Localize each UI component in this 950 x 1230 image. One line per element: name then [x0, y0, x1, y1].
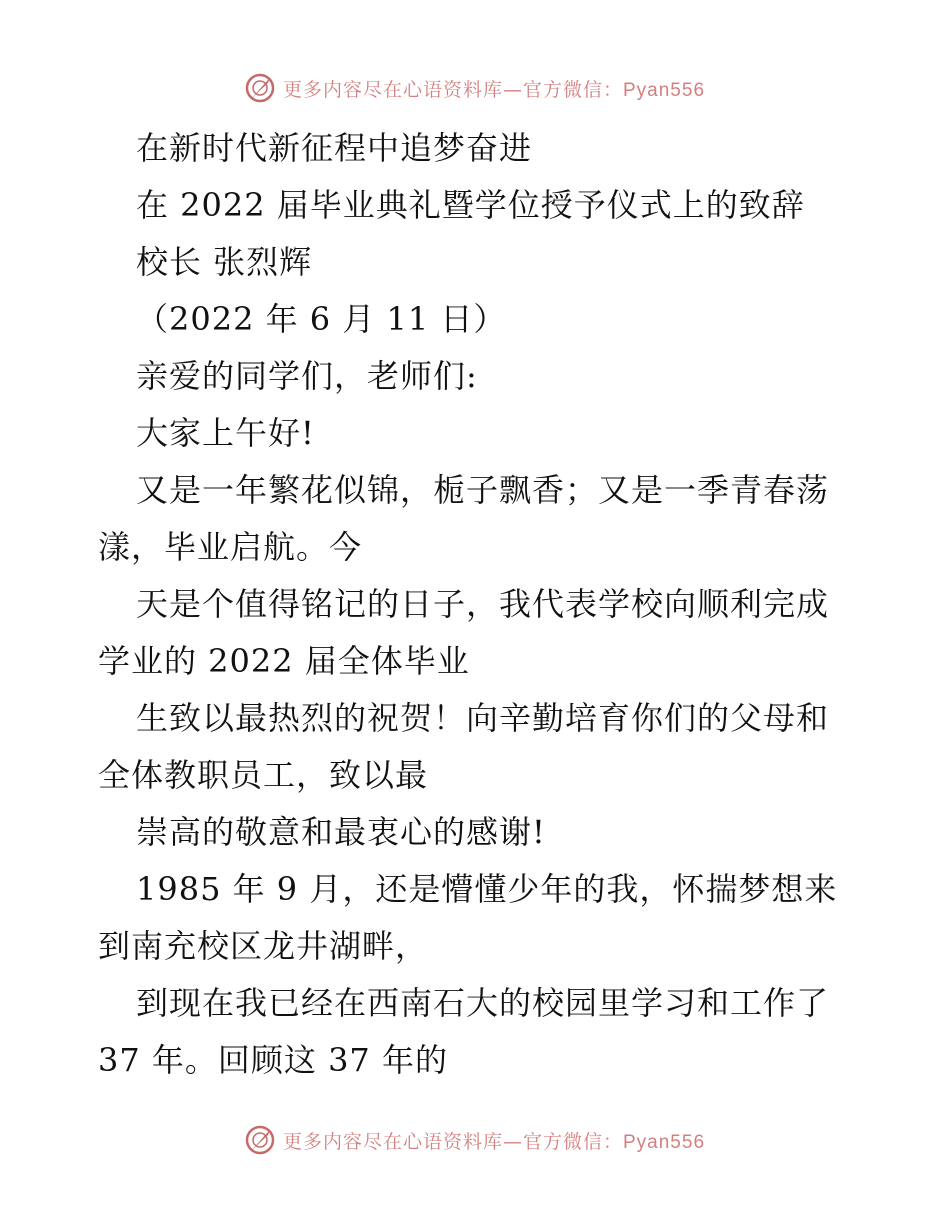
paragraph-line: （2022 年 6 月 11 日）	[136, 300, 507, 338]
paragraph-line: 到现在我已经在西南石大的校园里学习和工作了	[136, 984, 830, 1022]
paragraph-line: 37 年。回顾这 37 年的	[98, 1041, 448, 1079]
paragraph-line: 校长 张烈辉	[136, 243, 313, 281]
paragraph-line: 漾，毕业启航。今	[98, 528, 363, 566]
paragraph-line: 全体教职员工，致以最	[98, 756, 429, 794]
document-body	[98, 120, 858, 1089]
paragraph-line: 在 2022 届毕业典礼暨学位授予仪式上的致辞	[136, 186, 805, 224]
paragraph-line: 在新时代新征程中追梦奋进	[136, 129, 533, 167]
watermark-footer	[0, 1120, 950, 1160]
quill-logo-icon	[245, 1125, 275, 1155]
paragraph-line: 亲爱的同学们，老师们:	[136, 357, 478, 395]
paragraph-line: 天是个值得铭记的日子，我代表学校向顺利完成	[136, 585, 830, 623]
paragraph-line: 生致以最热烈的祝贺！向辛勤培育你们的父母和	[136, 699, 830, 737]
paragraph-line: 又是一年繁花似锦，栀子飘香；又是一季青春荡	[136, 471, 830, 509]
watermark-text: 更多内容尽在心语资料库—官方微信：Pyan556	[282, 1130, 706, 1153]
paragraph-line: 崇高的敬意和最衷心的感谢!	[136, 813, 546, 851]
watermark-header	[0, 68, 950, 108]
paragraph-line: 大家上午好!	[136, 414, 315, 452]
paragraph-line: 到南充校区龙井湖畔，	[98, 927, 429, 965]
quill-logo-icon	[245, 73, 275, 103]
paragraph-line: 1985 年 9 月，还是懵懂少年的我，怀揣梦想来	[136, 870, 838, 908]
watermark-text: 更多内容尽在心语资料库—官方微信：Pyan556	[282, 78, 706, 101]
paragraph-line: 学业的 2022 届全体毕业	[98, 642, 470, 680]
